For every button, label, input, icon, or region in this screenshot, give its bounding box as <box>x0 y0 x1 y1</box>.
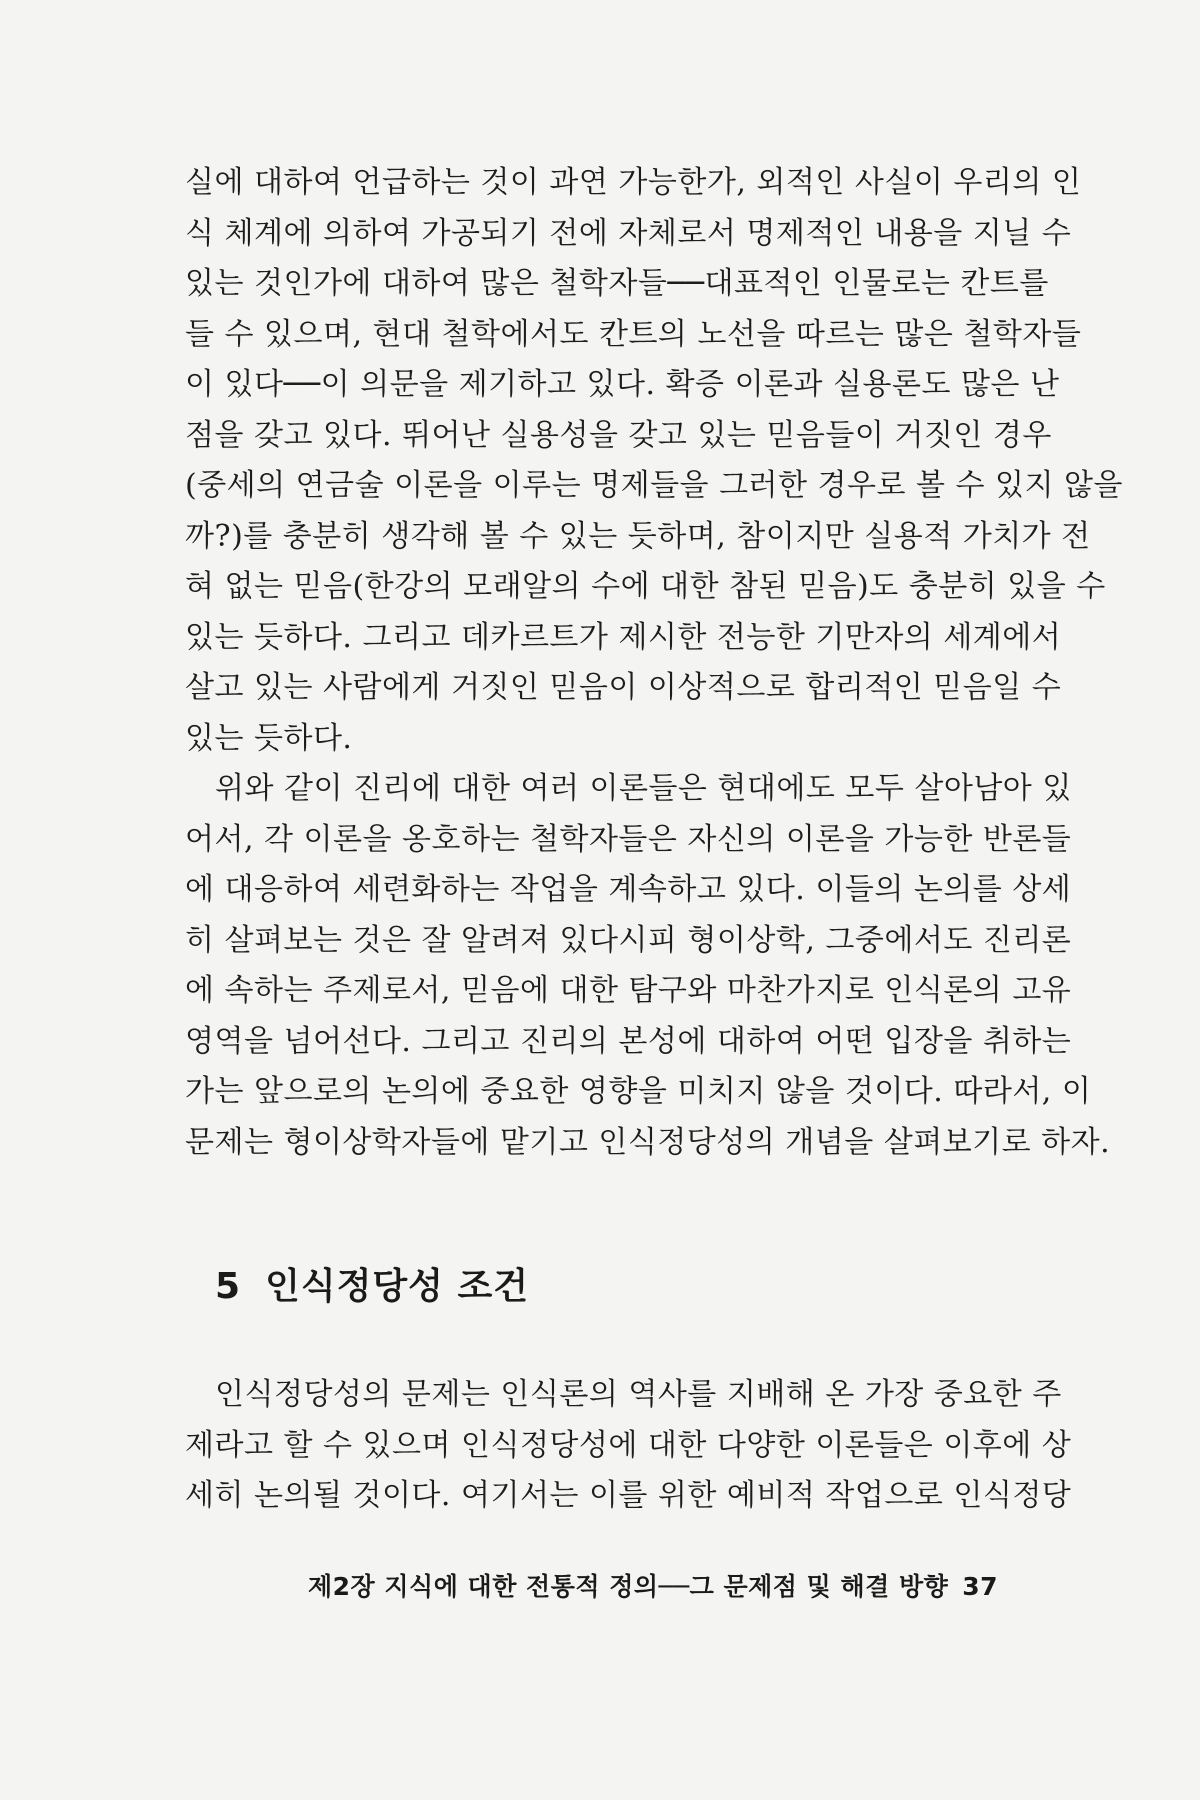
section-number: 5 <box>215 1266 242 1307</box>
text-line: 있는 것인가에 대하여 많은 철학자들──대표적인 인물로는 칸트를 <box>185 266 1049 301</box>
text-line: 에 대응하여 세련화하는 작업을 계속하고 있다. 이들의 논의를 상세 <box>185 872 1072 907</box>
text-line: 위와 같이 진리에 대한 여러 이론들은 현대에도 모두 살아남아 있 <box>215 771 1072 806</box>
text-line: 가는 앞으로의 논의에 중요한 영향을 미치지 않을 것이다. 따라서, 이 <box>185 1074 1092 1109</box>
text-line: (중세의 연금술 이론을 이루는 명제들을 그러한 경우로 볼 수 있지 않을 <box>185 468 1124 503</box>
text-line: 문제는 형이상학자들에 맡기고 인식정당성의 개념을 살펴보기로 하자. <box>185 1124 1111 1160</box>
text-line: 실에 대하여 언급하는 것이 과연 가능한가, 외적인 사실이 우리의 인 <box>185 165 1082 200</box>
section-title: 인식정당성 조건 <box>265 1266 530 1307</box>
page-footer <box>308 1567 1015 1607</box>
text-line: 제라고 할 수 있으며 인식정당성에 대한 다양한 이론들은 이후에 상 <box>185 1427 1072 1463</box>
section-heading <box>215 1262 529 1312</box>
text-line: 인식정당성의 문제는 인식론의 역사를 지배해 온 가장 중요한 주 <box>215 1377 1062 1412</box>
text-line: 혀 없는 믿음(한강의 모래알의 수에 대한 참된 믿음)도 충분히 있을 수 <box>185 569 1106 604</box>
text-line: 점을 갖고 있다. 뛰어난 실용성을 갖고 있는 믿음들이 거짓인 경우 <box>185 417 1052 453</box>
text-line: 살고 있는 사람에게 거짓인 믿음이 이상적으로 합리적인 믿음일 수 <box>185 670 1062 705</box>
paragraph-3 <box>185 1370 1072 1522</box>
body-text-lower <box>185 1370 1072 1522</box>
text-line: 히 살펴보는 것은 잘 알려져 있다시피 형이상학, 그중에서도 진리론 <box>185 922 1072 958</box>
page-number: 37 <box>962 1572 999 1601</box>
text-line: 있는 듯하다. 그리고 데카르트가 제시한 전능한 기만자의 세계에서 <box>185 619 1062 655</box>
text-line: 들 수 있으며, 현대 철학에서도 칸트의 노선을 따르는 많은 철학자들 <box>185 316 1082 352</box>
text-line: 세히 논의될 것이다. 여기서는 이를 위한 예비적 작업으로 인식정당 <box>185 1478 1072 1513</box>
text-line: 이 있다──이 의문을 제기하고 있다. 확증 이론과 실용론도 많은 난 <box>185 367 1060 402</box>
paragraph-1 <box>185 158 1124 764</box>
text-line: 에 속하는 주제로서, 믿음에 대한 탐구와 마찬가지로 인식론의 고유 <box>185 973 1072 1008</box>
text-line: 있는 듯하다. <box>185 720 353 756</box>
text-line: 식 체계에 의하여 가공되기 전에 자체로서 명제적인 내용을 지닐 수 <box>185 215 1072 251</box>
running-head: 제2장 지식에 대한 전통적 정의──그 문제점 및 해결 방향 <box>308 1572 949 1601</box>
body-text-upper <box>185 158 1124 1168</box>
text-line: 어서, 각 이론을 옹호하는 철학자들은 자신의 이론을 가능한 반론들 <box>185 821 1072 857</box>
paragraph-2 <box>185 764 1111 1168</box>
text-line: 영역을 넘어선다. 그리고 진리의 본성에 대하여 어떤 입장을 취하는 <box>185 1023 1072 1059</box>
text-line: 까?)를 충분히 생각해 볼 수 있는 듯하며, 참이지만 실용적 가치가 전 <box>185 518 1091 554</box>
